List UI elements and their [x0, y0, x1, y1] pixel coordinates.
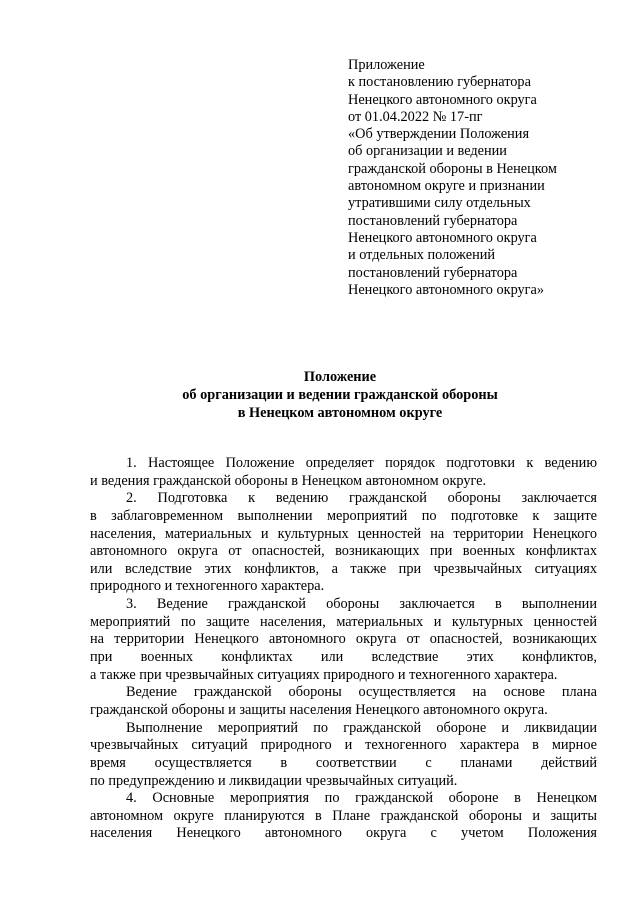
annex-line: Ненецкого автономного округа: [348, 229, 537, 246]
paragraph-line: а также при чрезвычайных ситуациях природного и техногенного характера.: [90, 666, 558, 683]
annex-line: Ненецкого автономного округа»: [348, 281, 545, 298]
paragraph-line: Выполнение мероприятий по гражданской обороне и ликвидации: [126, 719, 597, 736]
paragraph-line: время осуществляется в соответствии с планами действий: [90, 754, 597, 771]
paragraph-line: гражданской обороны и защиты населения Ненецкого автономного округа.: [90, 701, 548, 718]
paragraph-line: 3. Ведение гражданской обороны заключается в выполнении: [126, 596, 597, 613]
annex-line: и отдельных положений: [348, 247, 496, 264]
annex-line: постановлений губернатора: [348, 212, 518, 229]
paragraph-line: населения Ненецкого автономного округа с учетом Положения: [90, 825, 597, 842]
title-line: Положение: [303, 369, 377, 385]
paragraph-line: автономном округе планируются в Плане гражданской обороны и защиты: [90, 807, 597, 824]
document-body: [90, 455, 597, 843]
annex-line: утратившими силу отдельных: [348, 195, 531, 212]
annex-line: об организации и ведении: [348, 143, 507, 160]
annex-line: гражданской обороны в Ненецком: [348, 160, 557, 177]
annex-line: Приложение: [348, 57, 425, 73]
annex-line: «Об утверждении Положения: [348, 126, 530, 143]
annex-line: к постановлению губернатора: [348, 74, 531, 91]
paragraph-line: или вследствие этих конфликтов, а также при чрезвычайных ситуациях: [90, 560, 597, 577]
document-title: [60, 368, 620, 422]
paragraph-line: 4. Основные мероприятия по гражданской обороне в Ненецком: [126, 790, 597, 807]
paragraph-line: 1. Настоящее Положение определяет порядок подготовки к ведению: [126, 455, 597, 471]
paragraph-line: автономного округа от опасностей, возникающих при военных конфликтах: [90, 543, 597, 560]
title-line: в Ненецком автономном округе: [237, 405, 443, 421]
paragraph-line: мероприятий по защите населения, материальных и культурных ценностей: [90, 613, 597, 630]
paragraph-line: по предупреждению и ликвидации чрезвычайных ситуаций.: [90, 772, 458, 789]
annex-line: постановлений губернатора: [348, 264, 518, 281]
paragraph-line: населения, материальных и культурных ценностей на территории Ненецкого: [90, 525, 597, 542]
paragraph-line: Ведение гражданской обороны осуществляется на основе плана: [126, 684, 597, 701]
annex-block: [348, 57, 628, 299]
paragraph-line: на территории Ненецкого автономного округа от опасностей, возникающих: [90, 631, 597, 648]
paragraph-line: и ведения гражданской обороны в Ненецком автономном округе.: [90, 472, 487, 489]
paragraph-line: чрезвычайных ситуаций природного и техногенного характера в мирное: [90, 737, 597, 754]
annex-line: Ненецкого автономного округа: [348, 91, 537, 108]
annex-line: от 01.04.2022 № 17-пг: [348, 108, 483, 125]
paragraph-line: при военных конфликтах или вследствие этих конфликтов,: [90, 649, 597, 666]
title-line: об организации и ведении гражданской обороны: [182, 387, 498, 403]
paragraph-line: природного и техногенного характера.: [90, 578, 325, 595]
paragraph-line: в заблаговременном выполнении мероприятий по подготовке к защите: [90, 507, 597, 524]
paragraph-line: 2. Подготовка к ведению гражданской обороны заключается: [126, 490, 597, 507]
annex-line: автономном округе и признании: [348, 178, 545, 195]
